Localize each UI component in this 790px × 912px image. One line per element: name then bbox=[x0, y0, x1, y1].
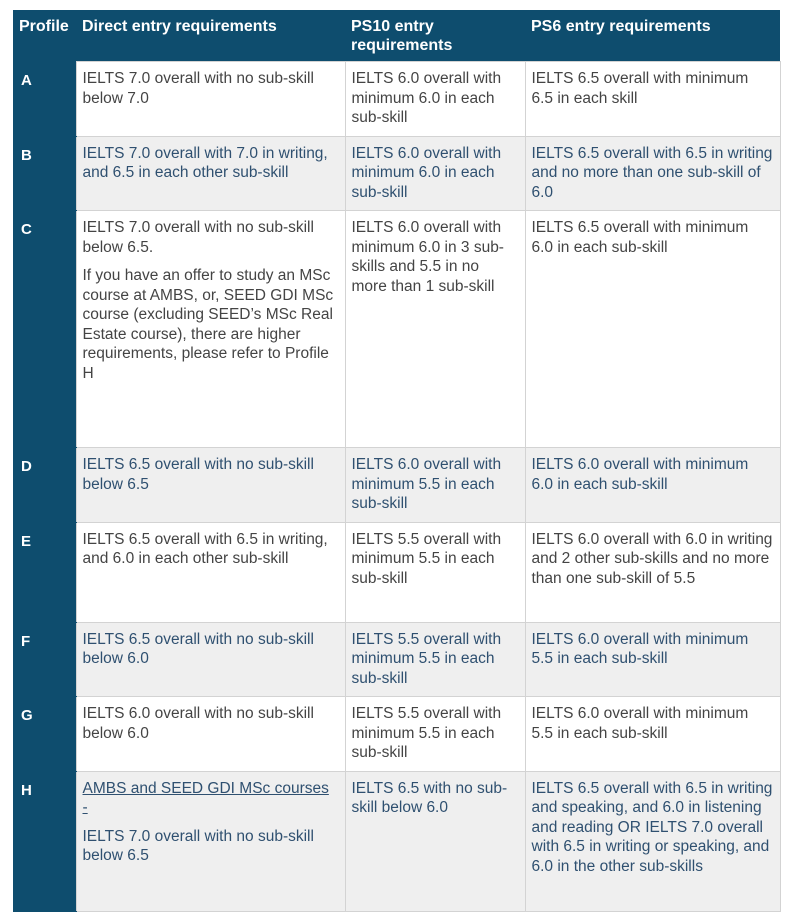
profile-label: C bbox=[13, 211, 76, 448]
profile-label: A bbox=[13, 62, 76, 137]
courses-heading bbox=[83, 779, 339, 818]
entry-requirements-table-wrapper bbox=[13, 10, 780, 912]
profile-label: B bbox=[13, 136, 76, 211]
table-row bbox=[13, 697, 780, 772]
profile-label: G bbox=[13, 697, 76, 772]
table-row bbox=[13, 136, 780, 211]
header-ps6-entry: PS6 entry requirements bbox=[525, 10, 780, 62]
ps6-cell: IELTS 6.0 overall with 6.0 in writing and 2 other sub-skills and no more than one sub-skill of 5.5 bbox=[525, 522, 780, 622]
profile-label: H bbox=[13, 771, 76, 911]
direct-entry-cell bbox=[76, 771, 345, 911]
profile-label: F bbox=[13, 622, 76, 697]
ps6-cell: IELTS 6.0 overall with minimum 6.0 in each sub-skill bbox=[525, 448, 780, 523]
ps10-cell: IELTS 6.0 overall with minimum 6.0 in each sub-skill bbox=[345, 136, 525, 211]
direct-entry-cell bbox=[76, 211, 345, 448]
direct-entry-cell: IELTS 7.0 overall with no sub-skill below 7.0 bbox=[76, 62, 345, 137]
header-ps10-entry: PS10 entry requirements bbox=[345, 10, 525, 62]
table-row bbox=[13, 771, 780, 911]
header-direct-entry: Direct entry requirements bbox=[76, 10, 345, 62]
direct-entry-cell: IELTS 6.5 overall with no sub-skill below 6.0 bbox=[76, 622, 345, 697]
direct-entry-text: IELTS 7.0 overall with no sub-skill below 6.5 bbox=[82, 827, 314, 864]
courses-heading-dash: - bbox=[82, 799, 88, 816]
profile-label: D bbox=[13, 448, 76, 523]
ps10-cell: IELTS 5.5 overall with minimum 5.5 in each sub-skill bbox=[345, 622, 525, 697]
ps10-cell: IELTS 5.5 overall with minimum 5.5 in each sub-skill bbox=[345, 697, 525, 772]
table-row bbox=[13, 448, 780, 523]
table-row bbox=[13, 211, 780, 448]
ps10-cell: IELTS 6.0 overall with minimum 6.0 in each sub-skill bbox=[345, 62, 525, 137]
table-row bbox=[13, 522, 780, 622]
direct-entry-cell: IELTS 7.0 overall with 7.0 in writing, and 6.5 in each other sub-skill bbox=[76, 136, 345, 211]
ps10-cell: IELTS 6.0 overall with minimum 6.0 in 3 sub-skills and 5.5 in no more than 1 sub-skill bbox=[345, 211, 525, 448]
direct-entry-text: IELTS 7.0 overall with no sub-skill below 6.5. bbox=[82, 219, 314, 256]
ps6-cell: IELTS 6.0 overall with minimum 5.5 in each sub-skill bbox=[525, 697, 780, 772]
ps6-cell: IELTS 6.0 overall with minimum 5.5 in each sub-skill bbox=[525, 622, 780, 697]
table-row bbox=[13, 62, 780, 137]
direct-entry-cell: IELTS 6.0 overall with no sub-skill below 6.0 bbox=[76, 697, 345, 772]
direct-entry-note: If you have an offer to study an MSc course at AMBS, or, SEED GDI MSc course (excluding SEED’s MSc Real Estate course), there are higher requirements, please refer to Profile H bbox=[82, 267, 334, 382]
ps6-cell: IELTS 6.5 overall with minimum 6.5 in each skill bbox=[525, 62, 780, 137]
header-profile: Profile bbox=[13, 10, 76, 62]
entry-requirements-table bbox=[13, 10, 781, 912]
ps6-cell: IELTS 6.5 overall with minimum 6.0 in each sub-skill bbox=[525, 211, 780, 448]
ps10-cell: IELTS 6.5 with no sub-skill below 6.0 bbox=[345, 771, 525, 911]
direct-entry-cell: IELTS 6.5 overall with no sub-skill below 6.5 bbox=[76, 448, 345, 523]
courses-heading-link[interactable]: AMBS and SEED GDI MSc courses bbox=[82, 779, 329, 797]
ps6-cell: IELTS 6.5 overall with 6.5 in writing and no more than one sub-skill of 6.0 bbox=[525, 136, 780, 211]
ps10-cell: IELTS 6.0 overall with minimum 5.5 in each sub-skill bbox=[345, 448, 525, 523]
ps10-cell: IELTS 5.5 overall with minimum 5.5 in each sub-skill bbox=[345, 522, 525, 622]
table-row bbox=[13, 622, 780, 697]
ps6-cell: IELTS 6.5 overall with 6.5 in writing and speaking, and 6.0 in listening and reading OR IELTS 7.0 overall with 6.5 in writing or speaking, and 6.0 in the other sub-skills bbox=[525, 771, 780, 911]
direct-entry-cell: IELTS 6.5 overall with 6.5 in writing, and 6.0 in each other sub-skill bbox=[76, 522, 345, 622]
table-header-row bbox=[13, 10, 780, 62]
profile-label: E bbox=[13, 522, 76, 622]
